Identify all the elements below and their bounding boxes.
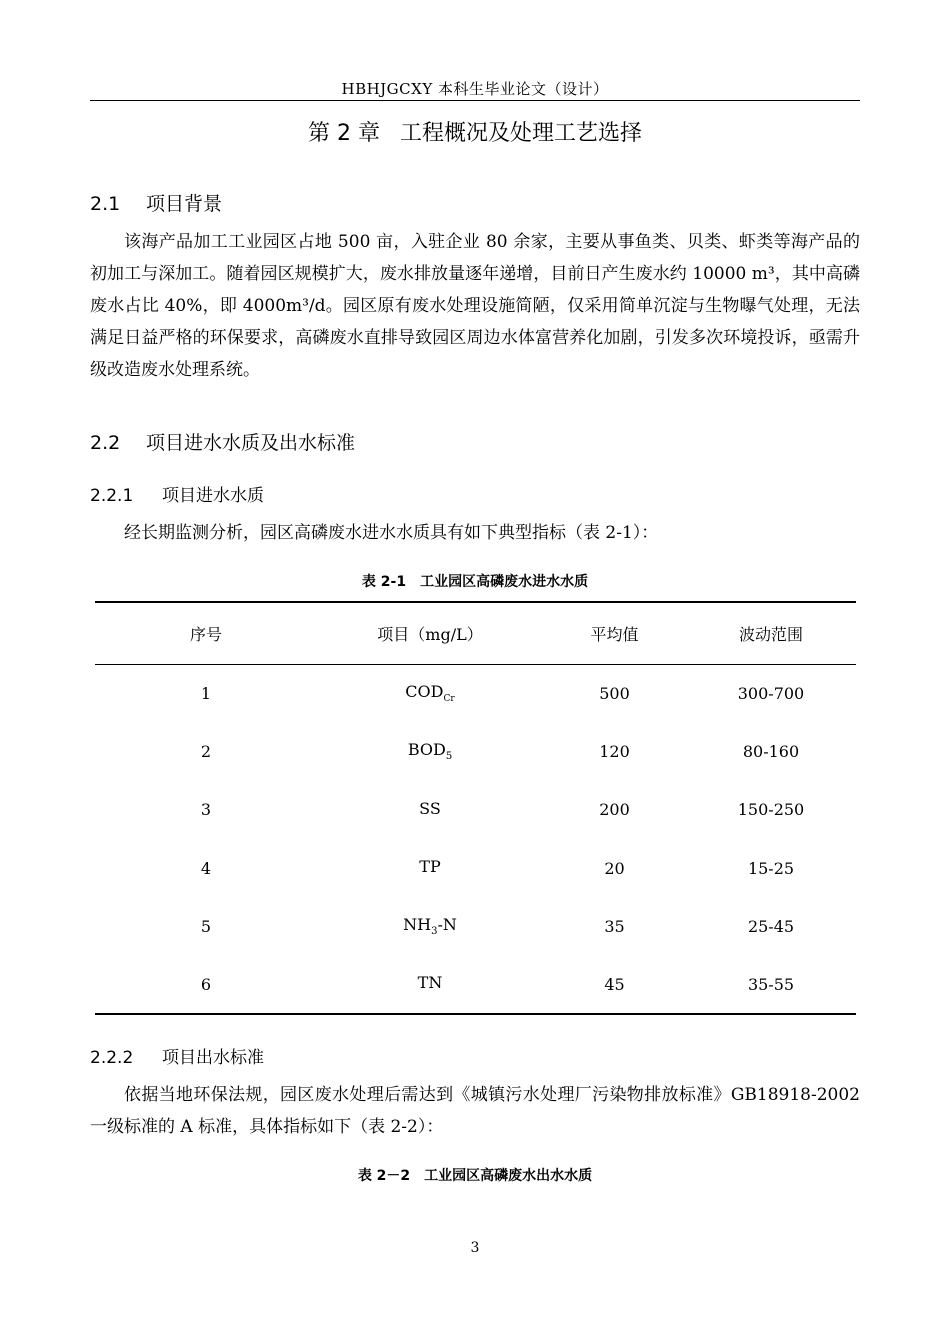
chapter-title: 工程概况及处理工艺选择	[399, 121, 642, 146]
table-header-row	[95, 602, 856, 664]
section-2-2-2-heading	[90, 1043, 264, 1068]
table-2-1-caption: 表 2-1 工业园区高磷废水进水水质	[361, 574, 589, 590]
section-2-2-1-heading	[90, 481, 264, 506]
row-index: 6	[95, 955, 317, 1013]
column-header-index: 序号	[95, 602, 317, 664]
row-index: 3	[200, 800, 212, 820]
section-number: 2.2	[90, 432, 121, 454]
running-header: HBHJGCXY 本科生毕业论文（设计）	[341, 80, 609, 98]
influent-intro-paragraph: 经长期监测分析，园区高磷废水进水水质具有如下典型指标（表 2-1）：	[124, 523, 659, 543]
row-item: $BOD_5$	[407, 740, 453, 763]
section-number: 2.2.1	[90, 486, 134, 506]
row-item: $COD_{Cr}$	[405, 682, 455, 705]
page-number: 3	[470, 1240, 480, 1256]
table-row	[95, 839, 856, 897]
background-paragraph: 该海产品加工工业园区占地 500 亩，入驻企业 80 余家，主要从事鱼类、贝类、虾类等海产品的初加工与深加工。随着园区规模扩大，废水排放量逐年递增，目前日产生废水约 10000 m³，其中高磷废水占比 40%，即 4000m³/d。园区原有废水处理设施简陋，仅采用简单沉淀与生物曝气处理，无法满足日益严格的环保要求，高磷废水直排导致园区周边水体富营养化加剧，引发多次环境投诉，亟需升级改造废水处理系统。	[90, 232, 860, 380]
row-index: 1	[200, 683, 212, 703]
row-index: 4	[200, 858, 212, 878]
chapter-number: 第 2 章	[308, 121, 380, 146]
section-title: 项目进水水质	[162, 486, 264, 506]
header-rule	[90, 100, 860, 101]
row-average: 35	[604, 916, 625, 936]
table-row	[95, 897, 856, 955]
row-average: 120	[599, 741, 630, 761]
row-range: 300-700	[737, 683, 805, 703]
effluent-standard-paragraph: 依据当地环保法规，园区废水处理后需达到《城镇污水处理厂污染物排放标准》GB18918-2002 一级标准的 A 标准，具体指标如下（表 2-2）：	[90, 1085, 860, 1137]
table-row	[95, 664, 856, 722]
section-number: 2.2.2	[90, 1048, 134, 1068]
section-title: 项目出水标准	[162, 1048, 264, 1068]
table-row	[95, 722, 856, 780]
row-average: 45	[543, 955, 686, 1013]
chapter-heading	[0, 116, 950, 147]
row-range: 35-55	[686, 955, 856, 1013]
row-index: 2	[200, 741, 212, 761]
row-item: TP	[419, 856, 441, 876]
influent-quality-table	[95, 601, 856, 1015]
column-header-range: 波动范围	[686, 602, 856, 664]
section-title: 项目进水水质及出水标准	[146, 432, 356, 454]
row-average: 200	[599, 800, 630, 820]
section-2-2-heading	[90, 428, 355, 455]
row-range: 80-160	[742, 741, 800, 761]
section-2-1-heading	[90, 189, 222, 216]
row-range: 25-45	[747, 916, 795, 936]
table-row	[95, 781, 856, 839]
table-2-2-caption: 表 2－2 工业园区高磷废水出水水质	[357, 1168, 593, 1184]
row-item: TN	[317, 955, 543, 1013]
row-item: $NH_3-N$	[403, 915, 457, 938]
row-range: 15-25	[747, 858, 795, 878]
row-index: 5	[200, 916, 212, 936]
table-row	[95, 955, 856, 1013]
row-item: SS	[419, 798, 441, 818]
column-header-item: 项目（mg/L）	[317, 602, 543, 664]
row-average: 20	[604, 858, 625, 878]
column-header-average: 平均值	[543, 602, 686, 664]
section-title: 项目背景	[146, 193, 223, 215]
section-number: 2.1	[90, 193, 121, 215]
row-average: 500	[599, 683, 630, 703]
row-range: 150-250	[737, 800, 805, 820]
